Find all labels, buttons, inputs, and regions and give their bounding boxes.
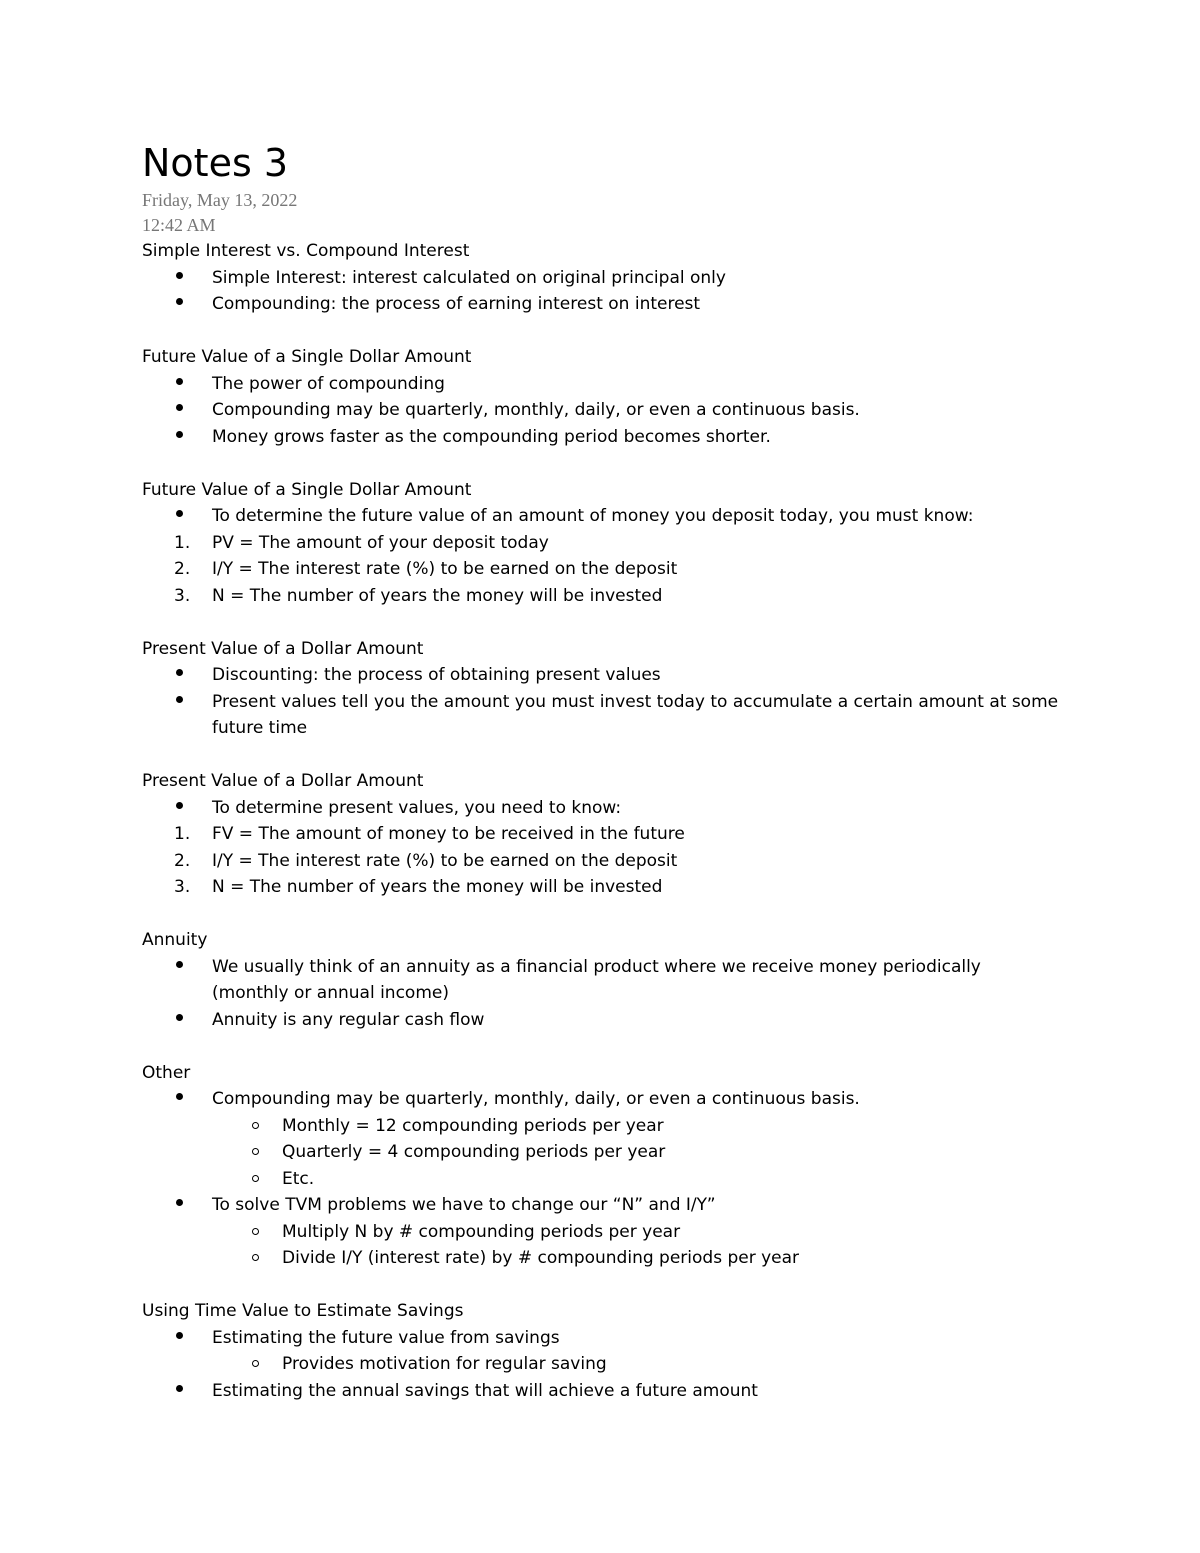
item-text: To determine the future value of an amount of money you deposit today, you must know: (212, 506, 974, 526)
list-number: 2. (174, 850, 191, 871)
section-spacer (142, 450, 1062, 477)
bullet-item (142, 1086, 1062, 1113)
circle-bullet-icon (252, 1122, 259, 1129)
item-text: I/Y = The interest rate (%) to be earned on the deposit (212, 559, 678, 579)
section-heading: Using Time Value to Estimate Savings (142, 1301, 464, 1321)
bullet-dot-icon (176, 669, 183, 676)
bullet-item (142, 689, 1062, 742)
bullet-dot-icon (176, 404, 183, 411)
bullet-item (142, 662, 1062, 689)
bullet-dot-icon (176, 1385, 183, 1392)
item-text: Etc. (282, 1168, 315, 1189)
bullet-item (142, 503, 1062, 530)
sub-bullet-item (142, 1139, 1062, 1166)
list-number: 3. (174, 877, 191, 897)
numbered-item (142, 874, 1062, 901)
sub-bullet-item (142, 1166, 1062, 1193)
item-text: Present values tell you the amount you must invest today to accumulate a certain amount at some future time (212, 691, 1059, 738)
section-spacer (142, 1033, 1062, 1060)
bullet-dot-icon (176, 696, 183, 703)
item-text: Estimating the annual savings that will achieve a future amount (212, 1380, 758, 1401)
item-text: N = The number of years the money will be invested (212, 585, 663, 606)
bullet-dot-icon (176, 298, 183, 305)
item-text: Provides motivation for regular saving (282, 1354, 607, 1374)
bullet-item (142, 1325, 1062, 1352)
item-text: Monthly = 12 compounding periods per year (282, 1115, 664, 1136)
item-text: I/Y = The interest rate (%) to be earned on the deposit (212, 850, 678, 871)
item-text: Annuity is any regular cash flow (212, 1009, 485, 1030)
bullet-dot-icon (176, 802, 183, 809)
sub-bullet-item (142, 1113, 1062, 1140)
section-heading: Simple Interest vs. Compound Interest (142, 241, 470, 261)
circle-bullet-icon (252, 1228, 259, 1235)
bullet-dot-icon (176, 1332, 183, 1339)
section-heading: Annuity (142, 930, 208, 950)
item-text: Divide I/Y (interest rate) by # compounding periods per year (282, 1248, 800, 1268)
item-text: Simple Interest: interest calculated on original principal only (212, 267, 726, 288)
item-text: Money grows faster as the compounding period becomes shorter. (212, 426, 771, 447)
section-spacer (142, 1272, 1062, 1299)
section-spacer (142, 318, 1062, 345)
bullet-item (142, 424, 1062, 451)
bullet-item (142, 1378, 1062, 1405)
item-text: Compounding may be quarterly, monthly, daily, or even a continuous basis. (212, 400, 860, 420)
numbered-item (142, 583, 1062, 610)
bullet-item (142, 397, 1062, 424)
circle-bullet-icon (252, 1254, 259, 1261)
bullet-dot-icon (176, 1199, 183, 1206)
sub-bullet-item (142, 1245, 1062, 1272)
circle-bullet-icon (252, 1175, 259, 1182)
bullet-item (142, 1007, 1062, 1034)
list-number: 2. (174, 559, 191, 579)
page-time: 12:42 AM (142, 215, 216, 235)
list-number: 1. (174, 532, 191, 553)
section-heading: Future Value of a Single Dollar Amount (142, 347, 472, 367)
bullet-dot-icon (176, 1093, 183, 1100)
item-text: PV = The amount of your deposit today (212, 532, 549, 553)
page-date: Friday, May 13, 2022 (142, 190, 298, 210)
numbered-item (142, 848, 1062, 875)
list-number: 3. (174, 585, 191, 606)
item-text: To solve TVM problems we have to change our “N” and I/Y” (212, 1195, 716, 1215)
section-spacer (142, 901, 1062, 928)
section-spacer (142, 742, 1062, 769)
bullet-dot-icon (176, 431, 183, 438)
section-heading: Present Value of a Dollar Amount (142, 771, 424, 791)
section-heading: Present Value of a Dollar Amount (142, 638, 424, 659)
bullet-item (142, 954, 1062, 1007)
bullet-item (142, 371, 1062, 398)
circle-bullet-icon (252, 1360, 259, 1367)
item-text: The power of compounding (212, 373, 445, 394)
item-text: Compounding may be quarterly, monthly, daily, or even a continuous basis. (212, 1089, 860, 1109)
item-text: Compounding: the process of earning interest on interest (212, 294, 701, 314)
numbered-item (142, 556, 1062, 583)
item-text: Discounting: the process of obtaining present values (212, 665, 661, 685)
bullet-dot-icon (176, 1014, 183, 1021)
numbered-item (142, 530, 1062, 557)
notes-page (142, 138, 1062, 1404)
section-heading: Future Value of a Single Dollar Amount (142, 479, 472, 500)
bullet-item (142, 795, 1062, 822)
item-text: Multiply N by # compounding periods per year (282, 1221, 681, 1242)
item-text: Estimating the future value from savings (212, 1327, 560, 1348)
item-text: To determine present values, you need to know: (212, 797, 622, 818)
bullet-dot-icon (176, 961, 183, 968)
bullet-item (142, 1192, 1062, 1219)
bullet-item (142, 291, 1062, 318)
item-text: We usually think of an annuity as a financial product where we receive money periodically (monthly or annual income) (212, 956, 981, 1003)
section-heading: Other (142, 1062, 191, 1083)
item-text: FV = The amount of money to be received in the future (212, 824, 685, 844)
sub-bullet-item (142, 1219, 1062, 1246)
item-text: N = The number of years the money will be invested (212, 877, 663, 897)
bullet-item (142, 265, 1062, 292)
notes-content (142, 238, 1062, 1404)
bullet-dot-icon (176, 510, 183, 517)
item-text: Quarterly = 4 compounding periods per year (282, 1142, 666, 1162)
numbered-item (142, 821, 1062, 848)
page-title: Notes 3 (142, 141, 289, 185)
bullet-dot-icon (176, 378, 183, 385)
sub-bullet-item (142, 1351, 1062, 1378)
section-spacer (142, 609, 1062, 636)
bullet-dot-icon (176, 272, 183, 279)
list-number: 1. (174, 824, 191, 844)
circle-bullet-icon (252, 1148, 259, 1155)
